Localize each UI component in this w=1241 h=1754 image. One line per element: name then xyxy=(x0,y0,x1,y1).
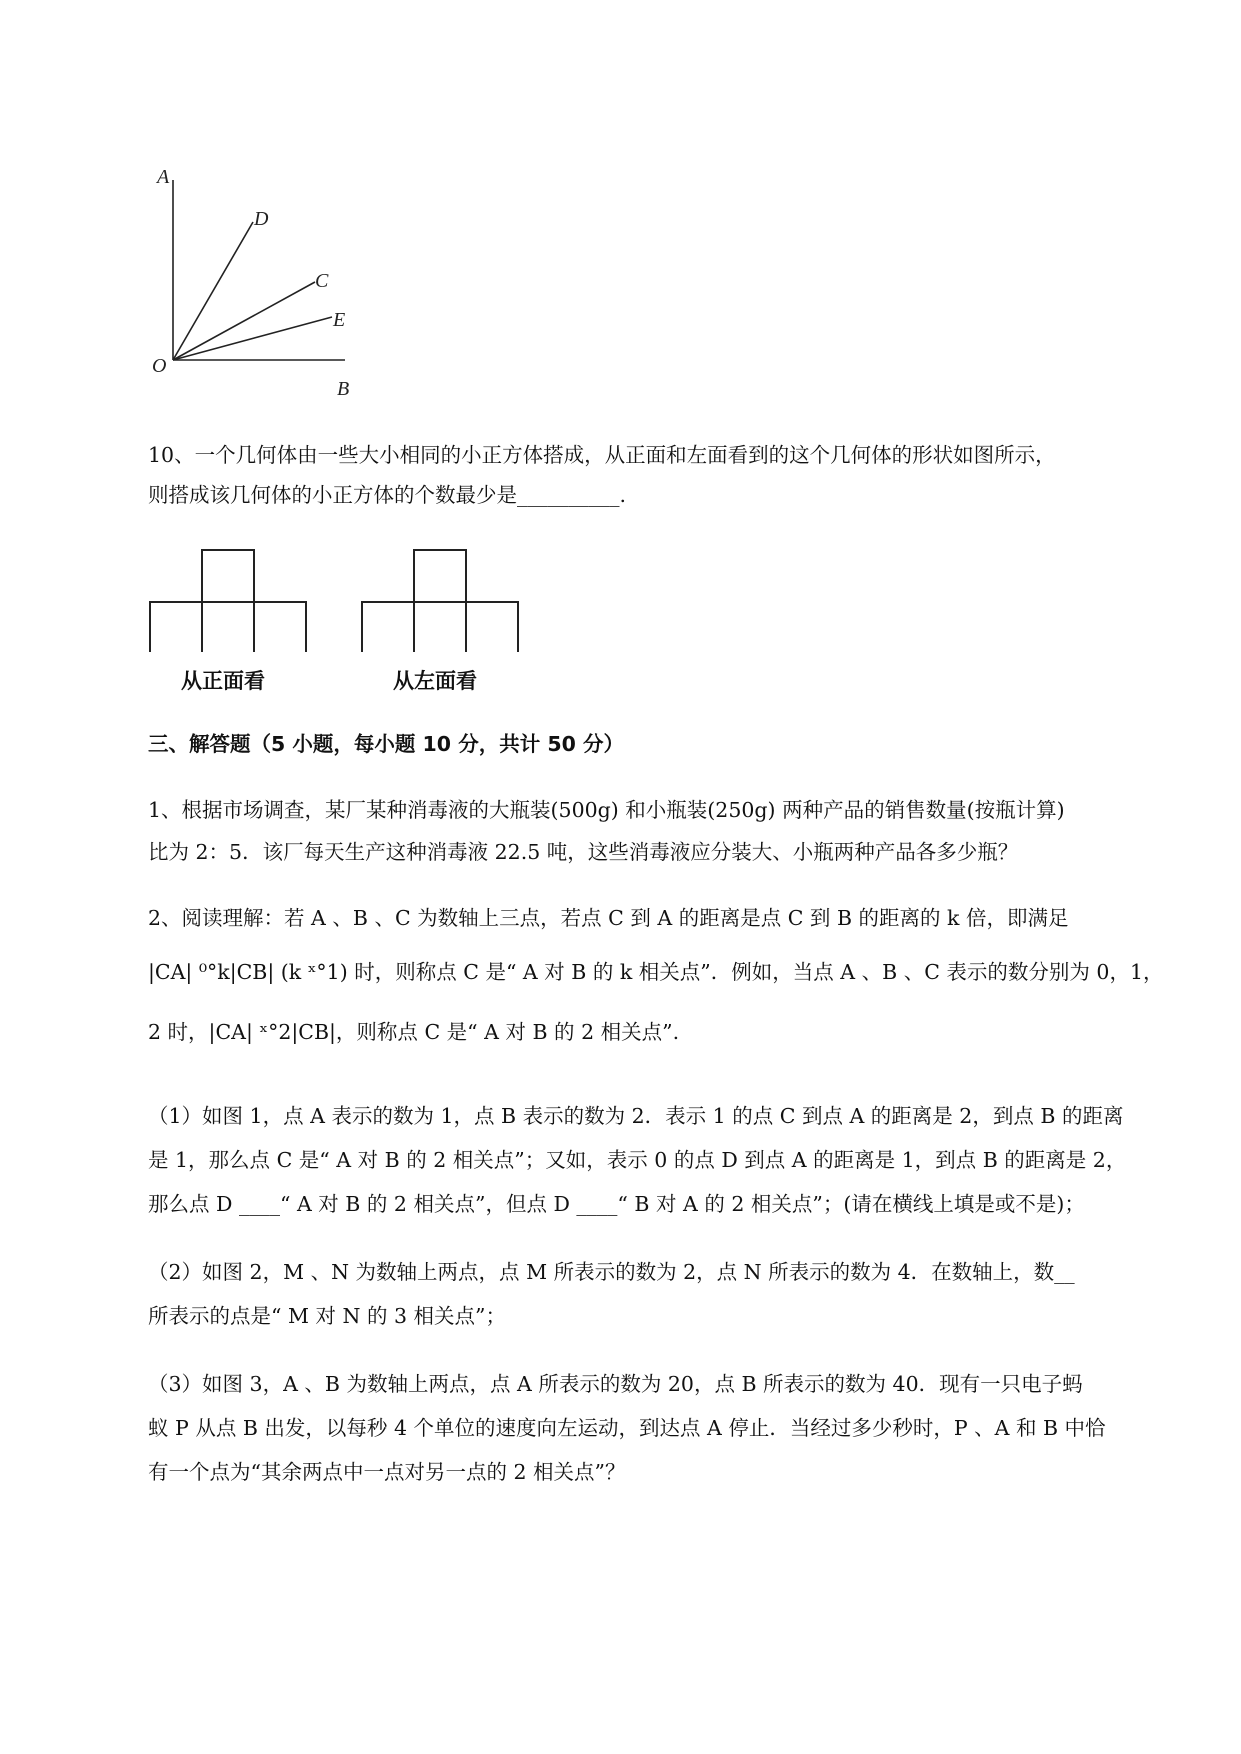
ray-OE xyxy=(173,317,332,360)
p2-3-line3: 有一个点为“其余两点中一点对另一点的 2 相关点”？ xyxy=(148,1460,626,1484)
p2-3-line2: 蚁 P 从点 B 出发，以每秒 4 个单位的速度向左运动，到达点 A 停止．当经过多少秒时，P 、A 和 B 中恰 xyxy=(148,1416,1106,1440)
p2-line1: 2、阅读理解：若 A 、B 、C 为数轴上三点，若点 C 到 A 的距离是点 C 到 B 的距离的 k 倍，即满足 xyxy=(148,906,1069,930)
q10-line1: 10、一个几何体由一些大小相同的小正方体搭成，从正面和左面看到的这个几何体的形状如图所示， xyxy=(148,443,1056,467)
views-figure xyxy=(148,540,538,652)
p2-3-line1: （3）如图 3，A 、B 为数轴上两点，点 A 所表示的数为 20，点 B 所表示的数为 40．现有一只电子蚂 xyxy=(148,1372,1083,1396)
q10-line2: 则搭成该几何体的小正方体的个数最少是__________. xyxy=(148,483,627,507)
label-E: E xyxy=(333,309,346,331)
label-D: D xyxy=(254,208,269,230)
p1-line2: 比为 2：5．该厂每天生产这种消毒液 22.5 吨，这些消毒液应分装大、小瓶两种产品各多少瓶？ xyxy=(148,840,1019,864)
front-view-caption: 从正面看 xyxy=(181,668,265,693)
ray-OC xyxy=(173,282,315,360)
ray-OD xyxy=(173,222,253,360)
label-C: C xyxy=(315,270,329,292)
p2-1-line3: 那么点 D ____“ A 对 B 的 2 相关点”，但点 D ____“ B 对 A 的 2 相关点”；(请在横线上填是或不是)； xyxy=(148,1192,1085,1216)
label-A: A xyxy=(157,166,170,188)
p2-line2: |CA| ⁰°k|CB| (k ˣ°1) 时，则称点 C 是“ A 对 B 的 k 相关点”．例如，当点 A 、B 、C 表示的数分别为 0，1， xyxy=(148,960,1164,984)
p2-1-line2: 是 1，那么点 C 是“ A 对 B 的 2 相关点”；又如，表示 0 的点 D 到点 A 的距离是 1，到点 B 的距离是 2， xyxy=(148,1148,1127,1172)
p2-line3: 2 时，|CA| ˣ°2|CB|，则称点 C 是“ A 对 B 的 2 相关点”. xyxy=(148,1020,680,1044)
p1-line1: 1、根据市场调查，某厂某种消毒液的大瓶装(500g) 和小瓶装(250g) 两种产品的销售数量(按瓶计算) xyxy=(148,798,1065,822)
label-B: B xyxy=(337,378,350,400)
p2-2-line2: 所表示的点是“ M 对 N 的 3 相关点”； xyxy=(148,1304,507,1328)
front-view-grid xyxy=(150,550,306,652)
angle-figure xyxy=(140,160,370,400)
left-view-grid xyxy=(362,550,518,652)
p2-1-line1: （1）如图 1，点 A 表示的数为 1，点 B 表示的数为 2．表示 1 的点 C 到点 A 的距离是 2，到点 B 的距离 xyxy=(148,1104,1124,1128)
p2-2-line1: （2）如图 2，M 、N 为数轴上两点，点 M 所表示的数为 2，点 N 所表示的数为 4．在数轴上，数__ xyxy=(148,1260,1075,1284)
left-view-caption: 从左面看 xyxy=(393,668,477,693)
section3-heading: 三、解答题（5 小题，每小题 10 分，共计 50 分） xyxy=(148,732,625,756)
label-O: O xyxy=(152,355,167,377)
